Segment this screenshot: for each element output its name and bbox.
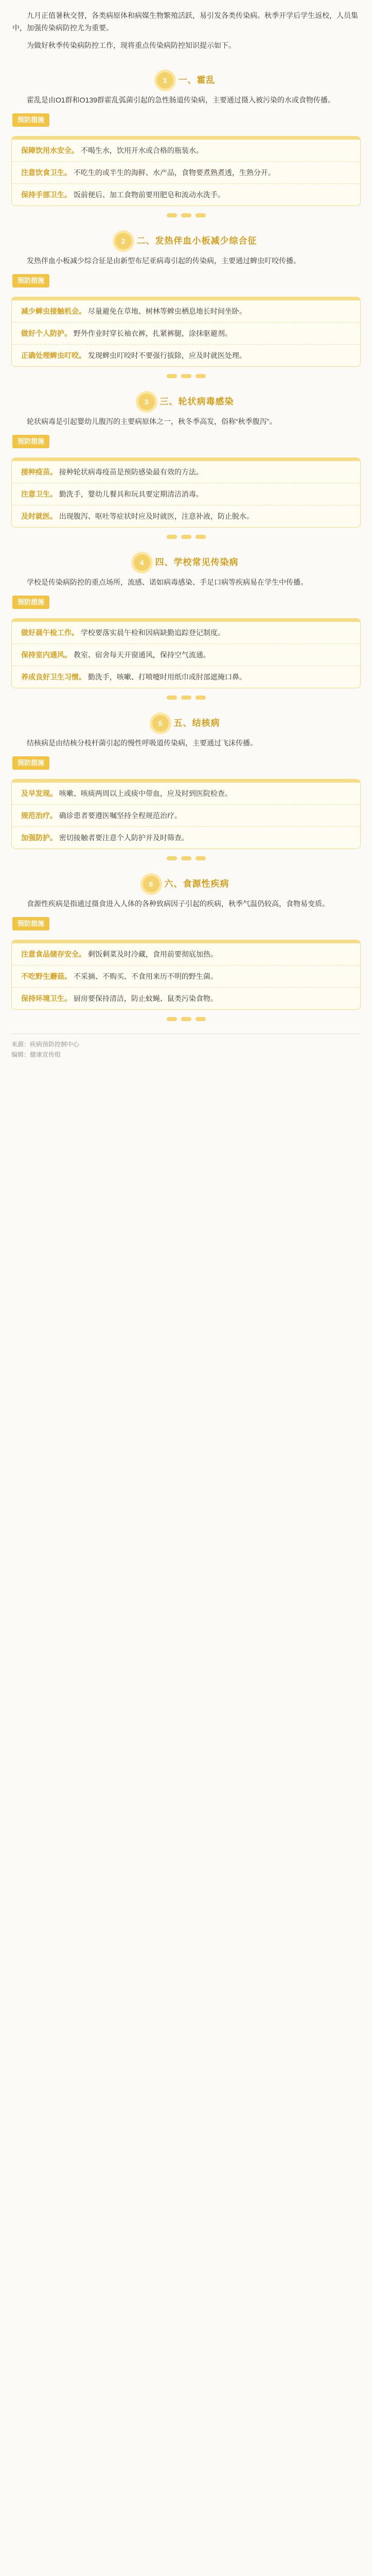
section-number-badge: 5 bbox=[152, 715, 169, 732]
measure-title: 及早发现。 bbox=[21, 789, 57, 798]
measure-item bbox=[12, 161, 360, 183]
measure-item bbox=[12, 783, 360, 804]
measure-text: 野外作业时穿长袖衣裤，扎紧裤腿，涂抹驱避剂。 bbox=[73, 329, 232, 337]
section-3 bbox=[0, 382, 372, 543]
measure-item bbox=[12, 666, 360, 688]
measure-text: 不吃生的或半生的海鲜、水产品，食物要煮熟煮透，生熟分开。 bbox=[73, 168, 275, 177]
measure-text: 咳嗽、咳痰两周以上或痰中带血，应及时到医院检查。 bbox=[59, 789, 232, 798]
measure-text: 勤洗手，婴幼儿餐具和玩具要定期清洁消毒。 bbox=[59, 490, 203, 498]
footer-source: 来源：疾病预防控制中心 bbox=[11, 1041, 80, 1048]
measure-title: 养成良好卫生习惯。 bbox=[21, 673, 86, 681]
section-subtitle-bar: 预防措施 bbox=[12, 756, 49, 770]
section-header bbox=[0, 554, 372, 571]
section-title: 三、轮状病毒感染 bbox=[160, 397, 234, 406]
measure-item bbox=[12, 300, 360, 322]
measure-item bbox=[12, 643, 360, 666]
section-title: 二、发热伴血小板减少综合征 bbox=[136, 236, 257, 246]
divider-decoration bbox=[0, 374, 372, 378]
measure-item bbox=[12, 965, 360, 987]
intro-paragraph: 为做好秋季传染病防控工作，现将重点传染病防控知识提示如下。 bbox=[27, 41, 236, 49]
measure-text: 发现蜱虫叮咬时不要强行拔除，应及时就医处理。 bbox=[87, 351, 246, 360]
measures-card bbox=[11, 297, 361, 367]
section-header bbox=[0, 72, 372, 89]
measure-title: 加强防护。 bbox=[21, 834, 57, 842]
section-title: 五、结核病 bbox=[173, 718, 220, 728]
measure-item bbox=[12, 483, 360, 505]
measures-card bbox=[11, 940, 361, 1010]
measure-title: 规范治疗。 bbox=[21, 811, 57, 820]
divider-decoration bbox=[0, 1017, 372, 1021]
measure-title: 做好晨午检工作。 bbox=[21, 629, 79, 637]
measure-text: 尽量避免在草地、树林等蜱虫栖息地长时间坐卧。 bbox=[87, 307, 246, 315]
measure-text: 剩饭剩菜及时冷藏，食用前要彻底加热。 bbox=[87, 950, 218, 958]
measure-title: 接种疫苗。 bbox=[21, 468, 57, 476]
section-header bbox=[0, 876, 372, 892]
section-number-badge: 1 bbox=[157, 72, 173, 89]
measure-text: 密切接触者要注意个人防护并及时筛查。 bbox=[59, 834, 189, 842]
measure-item bbox=[12, 140, 360, 161]
section-number-badge: 4 bbox=[134, 554, 150, 571]
article-page bbox=[0, 0, 372, 1070]
measure-item bbox=[12, 804, 360, 826]
intro-paragraph: 九月正值暑秋交替，各类病原体和病媒生物繁殖活跃，易引发各类传染病。秋季开学后学生返校，人员集中，加强传染病防控尤为重要。 bbox=[12, 11, 358, 32]
section-title: 一、霍乱 bbox=[178, 75, 216, 85]
section-5 bbox=[0, 704, 372, 865]
section-header bbox=[0, 394, 372, 410]
section-number-badge: 6 bbox=[143, 876, 160, 892]
measure-item bbox=[12, 505, 360, 527]
section-lead: 发热伴血小板减少综合征是由新型布尼亚病毒引起的传染病，主要通过蜱虫叮咬传播。 bbox=[27, 257, 300, 265]
section-number-badge: 3 bbox=[138, 394, 155, 410]
section-header bbox=[0, 233, 372, 249]
divider-decoration bbox=[0, 535, 372, 539]
section-1 bbox=[0, 61, 372, 222]
measure-item bbox=[12, 183, 360, 206]
footer-editor: 编辑：健康宣传组 bbox=[11, 1051, 61, 1058]
measure-item bbox=[12, 461, 360, 483]
measure-text: 接种轮状病毒疫苗是预防感染最有效的方法。 bbox=[59, 468, 203, 476]
measure-title: 减少蜱虫接触机会。 bbox=[21, 307, 86, 315]
section-title: 六、食源性疾病 bbox=[164, 879, 229, 889]
section-subtitle-bar: 预防措施 bbox=[12, 113, 49, 127]
measure-title: 保持环境卫生。 bbox=[21, 994, 72, 1003]
measure-item bbox=[12, 826, 360, 849]
measure-text: 学校要落实晨午检和因病缺勤追踪登记制度。 bbox=[80, 629, 225, 637]
measure-text: 勤洗手，咳嗽、打喷嚏时用纸巾或肘部遮掩口鼻。 bbox=[87, 673, 246, 681]
section-subtitle-bar: 预防措施 bbox=[12, 596, 49, 609]
section-subtitle-bar: 预防措施 bbox=[12, 274, 49, 287]
measure-text: 厨房要保持清洁，防止蚊蝇、鼠类污染食物。 bbox=[73, 994, 218, 1003]
measure-title: 不吃野生蘑菇。 bbox=[21, 972, 72, 980]
measure-title: 及时就医。 bbox=[21, 512, 57, 520]
intro bbox=[0, 0, 372, 61]
section-subtitle-bar: 预防措施 bbox=[12, 917, 49, 930]
section-title: 四、学校常见传染病 bbox=[155, 557, 239, 567]
section-lead: 霍乱是由O1群和O139群霍乱弧菌引起的急性肠道传染病，主要通过摄入被污染的水或食物传播。 bbox=[27, 96, 335, 104]
measures-card bbox=[11, 136, 361, 206]
measure-item bbox=[12, 344, 360, 366]
measure-text: 不采摘、不购买、不食用来历不明的野生菌。 bbox=[73, 972, 218, 980]
section-2 bbox=[0, 222, 372, 382]
measure-title: 注意食品储存安全。 bbox=[21, 950, 86, 958]
section-lead: 轮状病毒是引起婴幼儿腹泻的主要病原体之一，秋冬季高发，俗称“秋季腹泻”。 bbox=[27, 417, 277, 426]
measures-card bbox=[11, 618, 361, 688]
measure-title: 保障饮用水安全。 bbox=[21, 146, 79, 155]
divider-decoration bbox=[0, 856, 372, 860]
section-lead: 结核病是由结核分枝杆菌引起的慢性呼吸道传染病，主要通过飞沫传播。 bbox=[27, 739, 257, 747]
measure-title: 保持室内通风。 bbox=[21, 651, 72, 659]
measure-title: 正确处理蜱虫叮咬。 bbox=[21, 351, 86, 360]
measure-text: 出现腹泻、呕吐等症状时应及时就医，注意补液，防止脱水。 bbox=[59, 512, 254, 520]
section-header bbox=[0, 715, 372, 732]
measure-title: 保持手部卫生。 bbox=[21, 191, 72, 199]
measure-item bbox=[12, 987, 360, 1009]
measures-card bbox=[11, 779, 361, 849]
measure-title: 注意饮食卫生。 bbox=[21, 168, 72, 177]
measure-text: 饭前便后、加工食物前要用肥皂和流动水洗手。 bbox=[73, 191, 225, 199]
measure-item bbox=[12, 322, 360, 344]
measure-text: 不喝生水，饮用开水或合格的瓶装水。 bbox=[80, 146, 203, 155]
measure-title: 注意卫生。 bbox=[21, 490, 57, 498]
section-lead: 食源性疾病是指通过摄食进入人体的各种致病因子引起的疾病，秋季气温仍较高，食物易变质。 bbox=[27, 900, 329, 908]
measures-card bbox=[11, 457, 361, 528]
measure-text: 教室、宿舍每天开窗通风，保持空气流通。 bbox=[73, 651, 210, 659]
measure-item bbox=[12, 622, 360, 643]
sections-container bbox=[0, 61, 372, 1025]
measure-text: 确诊患者要遵医嘱坚持全程规范治疗。 bbox=[59, 811, 182, 820]
measure-item bbox=[12, 943, 360, 965]
section-lead: 学校是传染病防控的重点场所，流感、诺如病毒感染、手足口病等疾病易在学生中传播。 bbox=[27, 578, 308, 586]
measure-title: 做好个人防护。 bbox=[21, 329, 72, 337]
section-6 bbox=[0, 865, 372, 1025]
divider-decoration bbox=[0, 213, 372, 217]
section-4 bbox=[0, 543, 372, 704]
section-subtitle-bar: 预防措施 bbox=[12, 435, 49, 448]
divider-decoration bbox=[0, 696, 372, 700]
footer bbox=[11, 1033, 361, 1060]
section-number-badge: 2 bbox=[115, 233, 132, 249]
